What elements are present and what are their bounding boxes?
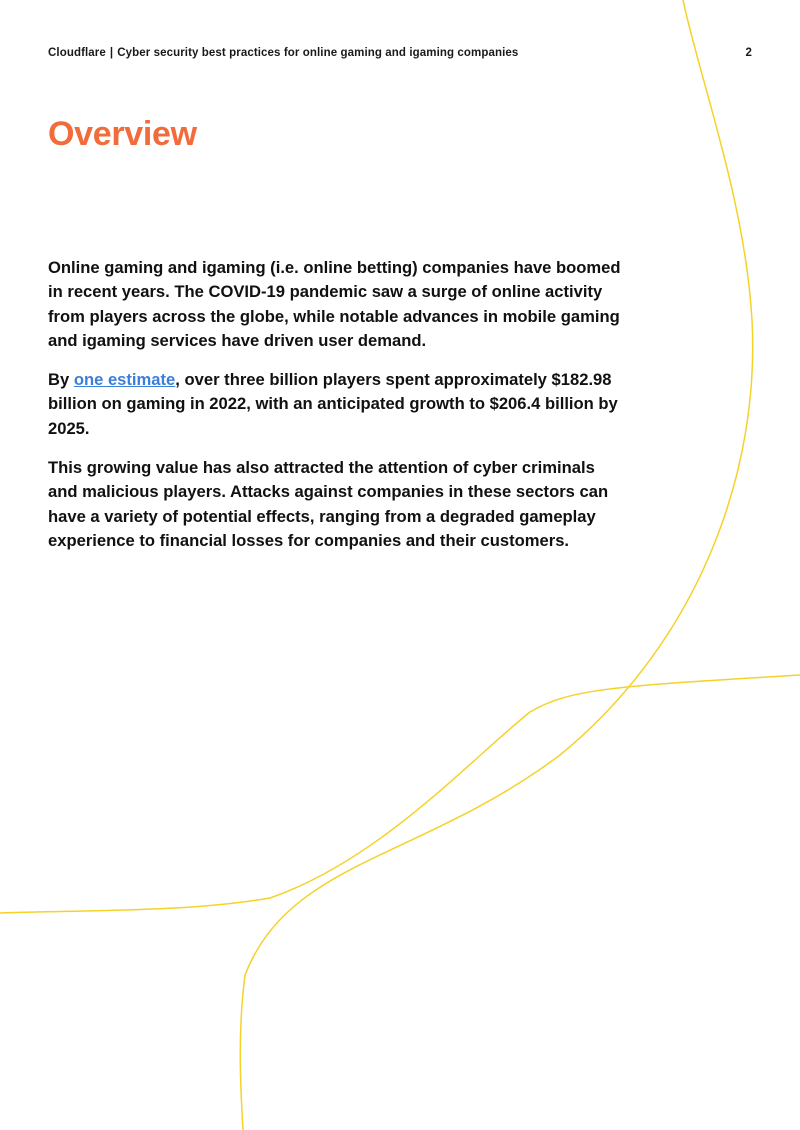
paragraph-estimate [48, 368, 623, 441]
running-header [48, 47, 752, 59]
document-title: Cyber security best practices for online gaming and igaming companies [117, 47, 519, 59]
paragraph-intro: Online gaming and igaming (i.e. online betting) companies have boomed in recent years. The COVID-19 pandemic saw a surge of online activity from players across the globe, while notable advances in mobile gaming and igaming services have driven user demand. [48, 258, 621, 350]
paragraph-estimate-rest: , over three billion players spent approximately $182.98 billion on gaming in 2022, with an anticipated growth to $206.4 billion by 2025. [48, 370, 618, 438]
paragraph-estimate-lead: By [48, 370, 74, 390]
section-title: Overview [48, 115, 197, 153]
overview-body [48, 256, 623, 568]
brand-name: Cloudflare [48, 47, 106, 59]
one-estimate-link[interactable]: one estimate [73, 370, 176, 390]
paragraph-threats: This growing value has also attracted the attention of cyber criminals and malicious players. Attacks against companies in these sectors can have a variety of potential effects, ranging from a degraded gameplay experience to financial losses for companies and their customers. [48, 458, 609, 550]
page-number: 2 [745, 47, 752, 59]
header-separator: | [109, 47, 114, 59]
decor-curve-horizontal [0, 675, 800, 913]
running-title [48, 47, 518, 59]
